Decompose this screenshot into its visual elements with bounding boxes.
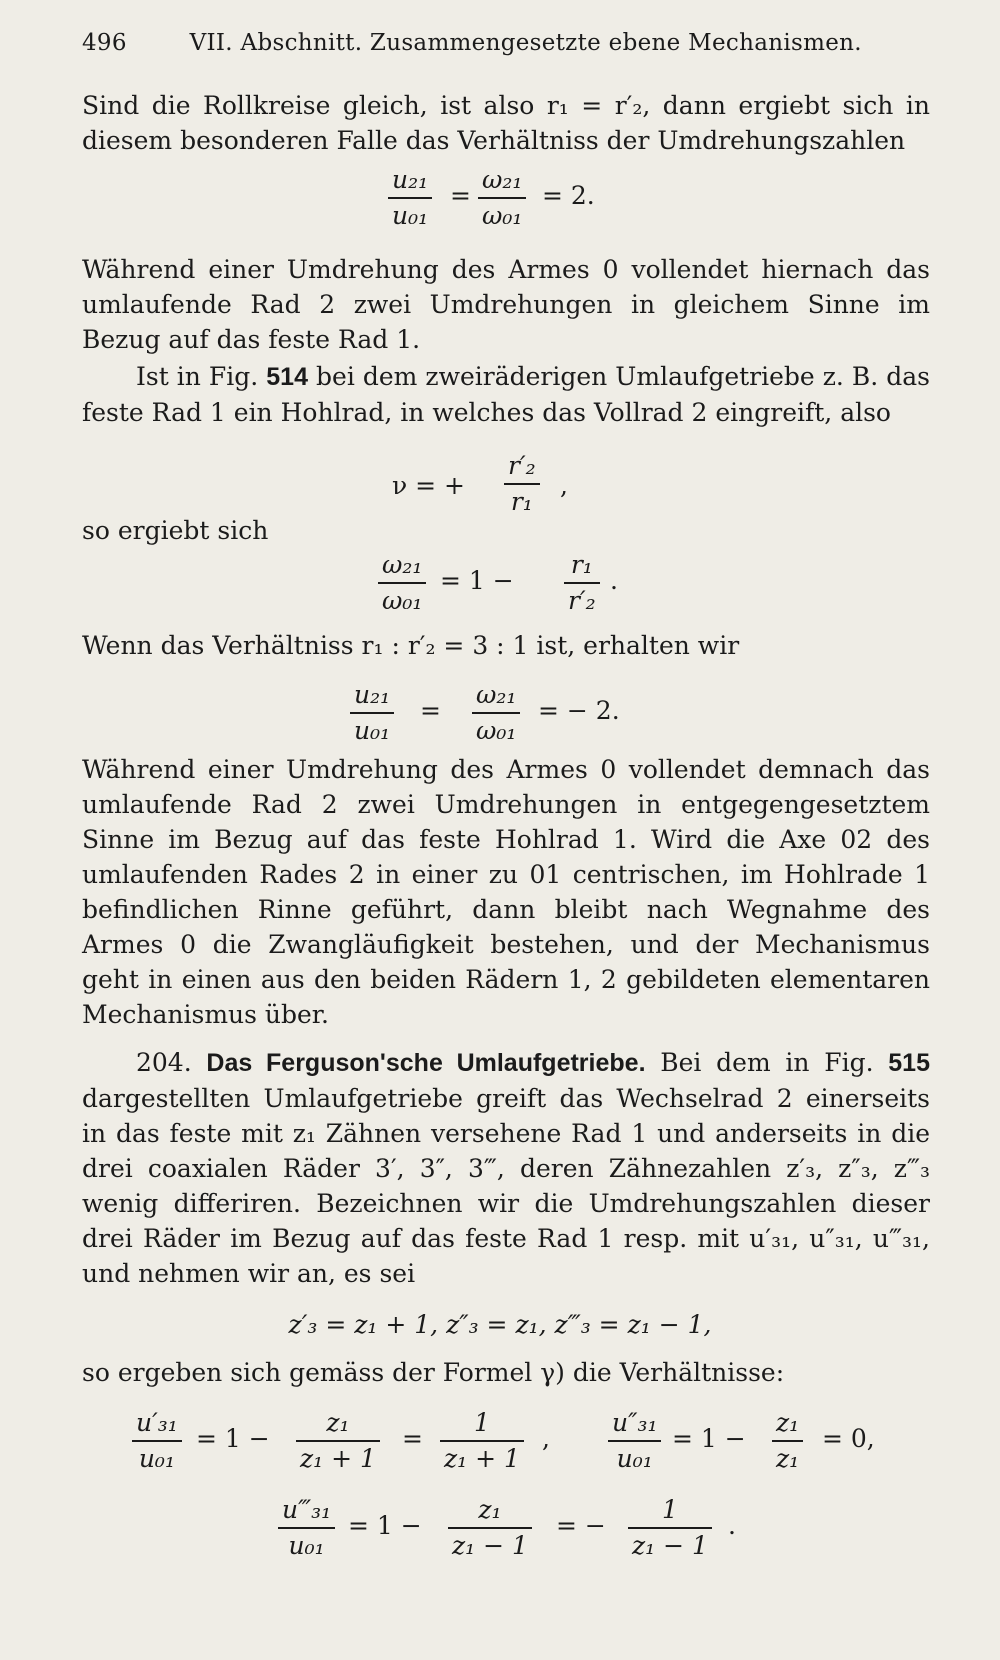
denominator: ω₀₁ bbox=[476, 716, 517, 745]
text: bei dem zweiräderigen Umlaufgetriebe z. B. das feste Rad 1 ein Hohlrad, in welches das Vollrad 2 eingreift, also bbox=[82, 362, 931, 427]
numerator: u₂₁ bbox=[388, 165, 432, 199]
running-header bbox=[82, 30, 930, 56]
fraction-r1-r2 bbox=[564, 550, 600, 616]
period: . bbox=[610, 566, 618, 595]
equation-tooth-counts: z′₃ = z₁ + 1, z″₃ = z₁, z‴₃ = z₁ − 1, bbox=[288, 1310, 712, 1339]
denominator: u₀₁ bbox=[138, 1444, 175, 1473]
fraction-1-z1m1 bbox=[628, 1495, 712, 1561]
equals-sign: = bbox=[402, 1424, 423, 1453]
fraction-u31pp bbox=[608, 1408, 661, 1474]
fraction-r2-r1 bbox=[504, 451, 540, 517]
one-minus: = 1 − bbox=[348, 1511, 422, 1540]
fraction-w21-w01 bbox=[478, 165, 526, 231]
numerator: z₁ bbox=[772, 1408, 803, 1442]
fraction-w21-w01 bbox=[472, 680, 520, 746]
fraction-z1-z1m1 bbox=[448, 1495, 532, 1561]
equals-minus: = − bbox=[556, 1511, 606, 1540]
result: = 2. bbox=[542, 181, 595, 210]
fraction-z1-z1p1 bbox=[296, 1408, 380, 1474]
denominator: u₀₁ bbox=[392, 201, 429, 230]
text: Bei dem in Fig. bbox=[645, 1048, 889, 1077]
one-minus: = 1 − bbox=[196, 1424, 270, 1453]
fraction-u21-u01 bbox=[350, 680, 394, 746]
result: = − 2. bbox=[538, 696, 620, 725]
numerator: ω₂₁ bbox=[472, 680, 520, 714]
fraction-u31p bbox=[132, 1408, 182, 1474]
fraction-u31ppp bbox=[278, 1495, 335, 1561]
numerator: ω₂₁ bbox=[378, 550, 426, 584]
paragraph-umdrehung-2: Während einer Umdrehung des Armes 0 vollendet demnach das umlaufende Rad 2 zwei Umdrehungen in entgegengesetztem Sinne im Bezug auf das feste Hohlrad 1. Wird die Axe 02 des umlaufenden Rades 2 in einer zu 01 centrischen, im Hohlrade 1 befindlichen Rinne geführt, dann bleibt nach Wegnahme des Armes 0 die Zwangläufigkeit bestehen, und der Mechanismus geht in einen aus den beiden Rädern 1, 2 gebildeten elementaren Mechanismus über. bbox=[82, 755, 930, 1029]
denominator: z₁ bbox=[776, 1444, 800, 1473]
fraction-1-z1p1 bbox=[440, 1408, 524, 1474]
equals-zero: = 0, bbox=[822, 1424, 875, 1453]
fraction-w21-w01 bbox=[378, 550, 426, 616]
section-number: 204. bbox=[136, 1048, 192, 1077]
numerator: r₁ bbox=[564, 550, 600, 584]
numerator: u₂₁ bbox=[350, 680, 394, 714]
fraction-u21-u01 bbox=[388, 165, 432, 231]
paragraph-formel: so ergeben sich gemäss der Formel γ) die Verhältnisse: bbox=[82, 1358, 785, 1387]
numerator: z₁ bbox=[296, 1408, 380, 1442]
denominator: z₁ − 1 bbox=[452, 1531, 528, 1560]
paragraph-verhaeltniss: Wenn das Verhältniss r₁ : r′₂ = 3 : 1 ist, erhalten wir bbox=[82, 631, 740, 660]
denominator: ω₀₁ bbox=[482, 201, 523, 230]
figure-ref-514: 514 bbox=[266, 363, 308, 391]
denominator: r₁ bbox=[510, 487, 533, 516]
denominator: ω₀₁ bbox=[382, 586, 423, 615]
equals-sign: = bbox=[420, 696, 441, 725]
running-title: VII. Abschnitt. Zusammengesetzte ebene Mechanismen. bbox=[189, 30, 862, 56]
numerator: u′₃₁ bbox=[132, 1408, 182, 1442]
numerator: u″₃₁ bbox=[608, 1408, 661, 1442]
comma: , bbox=[542, 1424, 550, 1453]
denominator: u₀₁ bbox=[288, 1531, 325, 1560]
denominator: u₀₁ bbox=[616, 1444, 653, 1473]
numerator: z₁ bbox=[448, 1495, 532, 1529]
paragraph-so-ergiebt: so ergiebt sich bbox=[82, 516, 269, 545]
numerator: 1 bbox=[628, 1495, 712, 1529]
comma: , bbox=[560, 471, 568, 500]
paragraph-rollkreise: Sind die Rollkreise gleich, ist also r₁ = r′₂, dann ergiebt sich in diesem besonderen Falle das Verhältniss der Umdrehungszahlen bbox=[82, 91, 930, 155]
paragraph-ferguson bbox=[82, 1045, 930, 1291]
figure-ref-515: 515 bbox=[888, 1049, 930, 1077]
section-title: Das Ferguson'sche Umlaufgetriebe. bbox=[206, 1049, 646, 1077]
text: dargestellten Umlaufgetriebe greift das Wechselrad 2 einerseits in das feste mit z₁ Zähnen versehene Rad 1 und anderseits in die drei coaxialen Räder 3′, 3″, 3‴, deren Zähnezahlen z′₃, z″₃, z‴₃ wenig differiren. Bezeichnen wir die Umdrehungszahlen dieser drei Räder im Bezug auf das feste Rad 1 resp. mit u′₃₁, u″₃₁, u‴₃₁, und nehmen wir an, es sei bbox=[82, 1084, 930, 1288]
page-number: 496 bbox=[82, 30, 127, 56]
denominator: u₀₁ bbox=[354, 716, 391, 745]
equals-sign: = bbox=[450, 181, 471, 210]
numerator: u‴₃₁ bbox=[278, 1495, 335, 1529]
numerator: 1 bbox=[440, 1408, 524, 1442]
equals-one-minus: = 1 − bbox=[440, 566, 514, 595]
numerator: r′₂ bbox=[504, 451, 540, 485]
denominator: r′₂ bbox=[568, 586, 596, 615]
lhs: ν = + bbox=[392, 471, 465, 500]
one-minus: = 1 − bbox=[672, 1424, 746, 1453]
period: . bbox=[728, 1511, 736, 1540]
fraction-z1-z1 bbox=[772, 1408, 803, 1474]
denominator: z₁ − 1 bbox=[632, 1531, 708, 1560]
denominator: z₁ + 1 bbox=[444, 1444, 520, 1473]
text: Ist in Fig. bbox=[136, 362, 267, 391]
denominator: z₁ + 1 bbox=[300, 1444, 376, 1473]
numerator: ω₂₁ bbox=[478, 165, 526, 199]
paragraph-hohlrad bbox=[82, 359, 930, 430]
paragraph-umdrehung-1: Während einer Umdrehung des Armes 0 vollendet hiernach das umlaufende Rad 2 zwei Umdrehungen in gleichem Sinne im Bezug auf das feste Rad 1. bbox=[82, 255, 930, 354]
